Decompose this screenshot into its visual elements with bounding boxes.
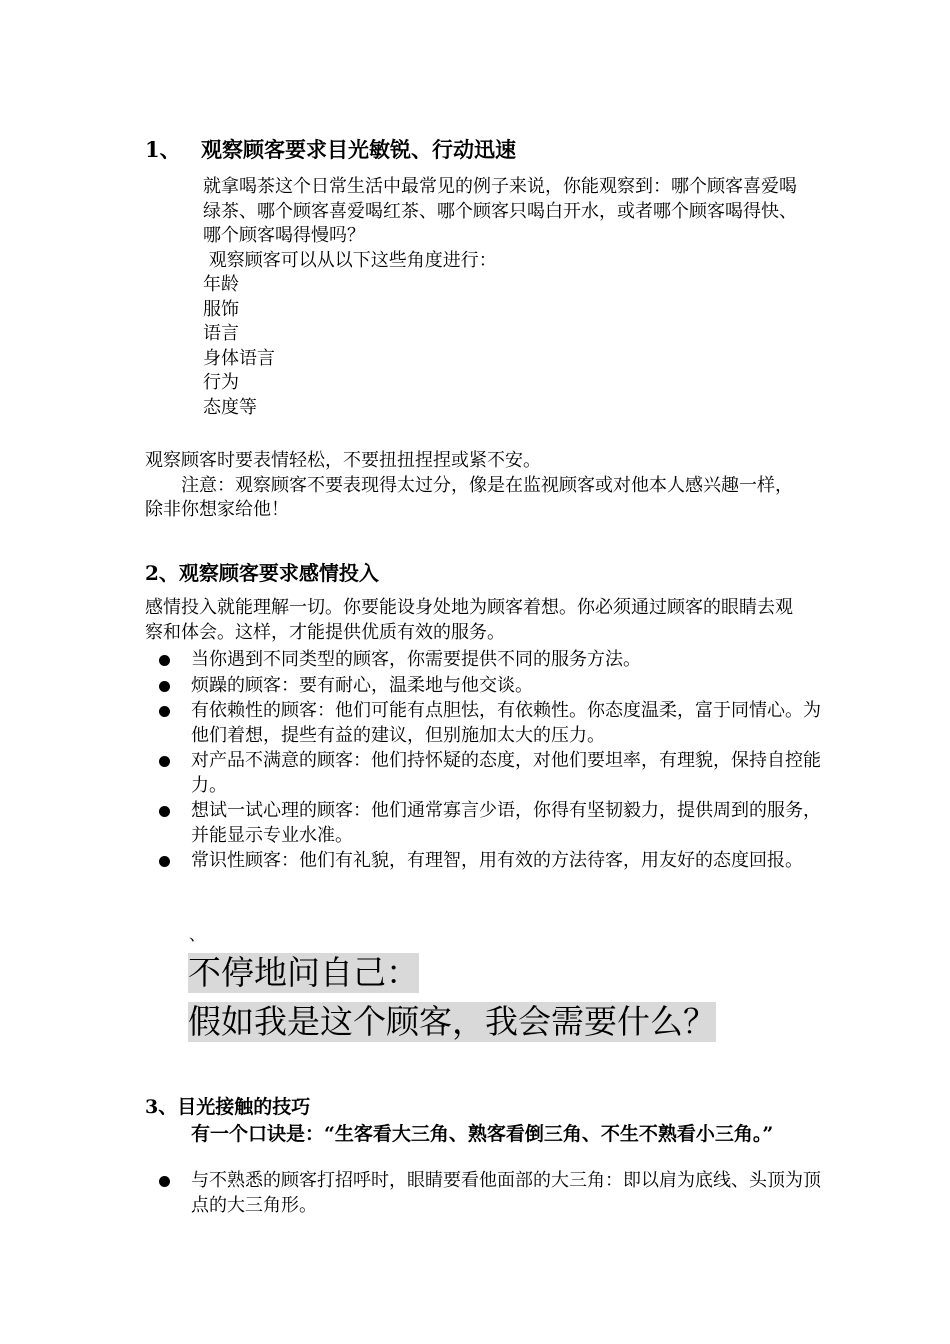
- angle-item: 身体语言: [203, 347, 275, 369]
- list-item: 烦躁的顾客：要有耐心，温柔地与他交谈。: [145, 674, 825, 699]
- list-item: 对产品不满意的顾客：他们持怀疑的态度，对他们要坦率，有理貌，保持自控能力。: [145, 749, 825, 798]
- section-3-heading: 3、目光接触的技巧: [145, 1096, 311, 1118]
- section-1-title: 观察顾客要求目光敏锐、行动迅速: [201, 137, 516, 162]
- section-3-bullet-list: [145, 1169, 825, 1219]
- stray-mark: 、: [189, 925, 206, 944]
- bullet-icon: [159, 681, 170, 692]
- note-text: 注意：观察顾客不要表现得太过分，像是在监视顾客或对他本人感兴趣一样，除非你想家给他！: [145, 474, 793, 520]
- section-2-heading: 2、观察顾客要求感情投入: [145, 561, 379, 585]
- section-1-body: [203, 175, 813, 420]
- section-2-bullet-list: [145, 648, 825, 875]
- angle-item: 态度等: [203, 396, 257, 418]
- list-item: 当你遇到不同类型的顾客，你需要提供不同的服务方法。: [145, 648, 825, 673]
- angle-item: 行为: [203, 372, 239, 393]
- section-1-heading: [145, 134, 516, 166]
- mnemonic-text: 有一个口诀是：“生客看大三角、熟客看倒三角、不生不熟看小三角。”: [191, 1123, 774, 1145]
- section-1-number: 1、: [145, 137, 181, 162]
- list-item: 有依赖性的顾客：他们可能有点胆怯，有依赖性。你态度温柔，富于同情心。为他们着想，提些有益的建议，但别施加太大的压力。: [145, 699, 825, 748]
- list-item: 常识性顾客：他们有礼貌，有理智，用有效的方法待客，用友好的态度回报。: [145, 849, 825, 874]
- highlight-question-2: 假如我是这个顾客，我会需要什么？: [188, 1002, 716, 1041]
- angle-item: 服饰: [203, 298, 239, 320]
- section-1-paragraph: 就拿喝茶这个日常生活中最常见的例子来说，你能观察到：哪个顾客喜爱喝绿茶、哪个顾客喜爱喝红茶、哪个顾客只喝白开水，或者哪个顾客喝得快、哪个顾客喝得慢吗？: [203, 176, 797, 246]
- bullet-icon: [159, 806, 170, 817]
- section-1-notes: [145, 449, 810, 523]
- highlight-question-1: 不停地问自己：: [188, 953, 419, 992]
- section-2-paragraph: [145, 596, 810, 645]
- section-3-mnemonic: [145, 1121, 815, 1147]
- angle-item: 语言: [203, 323, 239, 344]
- section-2-text: 感情投入就能理解一切。你要能设身处地为顾客着想。你必须通过顾客的眼睛去观察和体会。这样，才能提供优质有效的服务。: [145, 597, 793, 643]
- list-item: 与不熟悉的顾客打招呼时，眼睛要看他面部的大三角：即以肩为底线、头顶为顶点的大三角形。: [145, 1169, 825, 1218]
- bullet-icon: [159, 706, 170, 717]
- bullet-icon: [159, 655, 170, 666]
- angles-intro: 观察顾客可以从以下这些角度进行：: [203, 249, 497, 271]
- bullet-icon: [159, 856, 170, 867]
- relax-text: 观察顾客时要表情轻松，不要扭扭捏捏或紧不安。: [145, 450, 541, 471]
- angle-item: 年龄: [203, 274, 239, 295]
- bullet-icon: [159, 1176, 170, 1187]
- bullet-icon: [159, 756, 170, 767]
- list-item: 想试一试心理的顾客：他们通常寡言少语，你得有坚韧毅力，提供周到的服务，并能显示专业水准。: [145, 799, 825, 848]
